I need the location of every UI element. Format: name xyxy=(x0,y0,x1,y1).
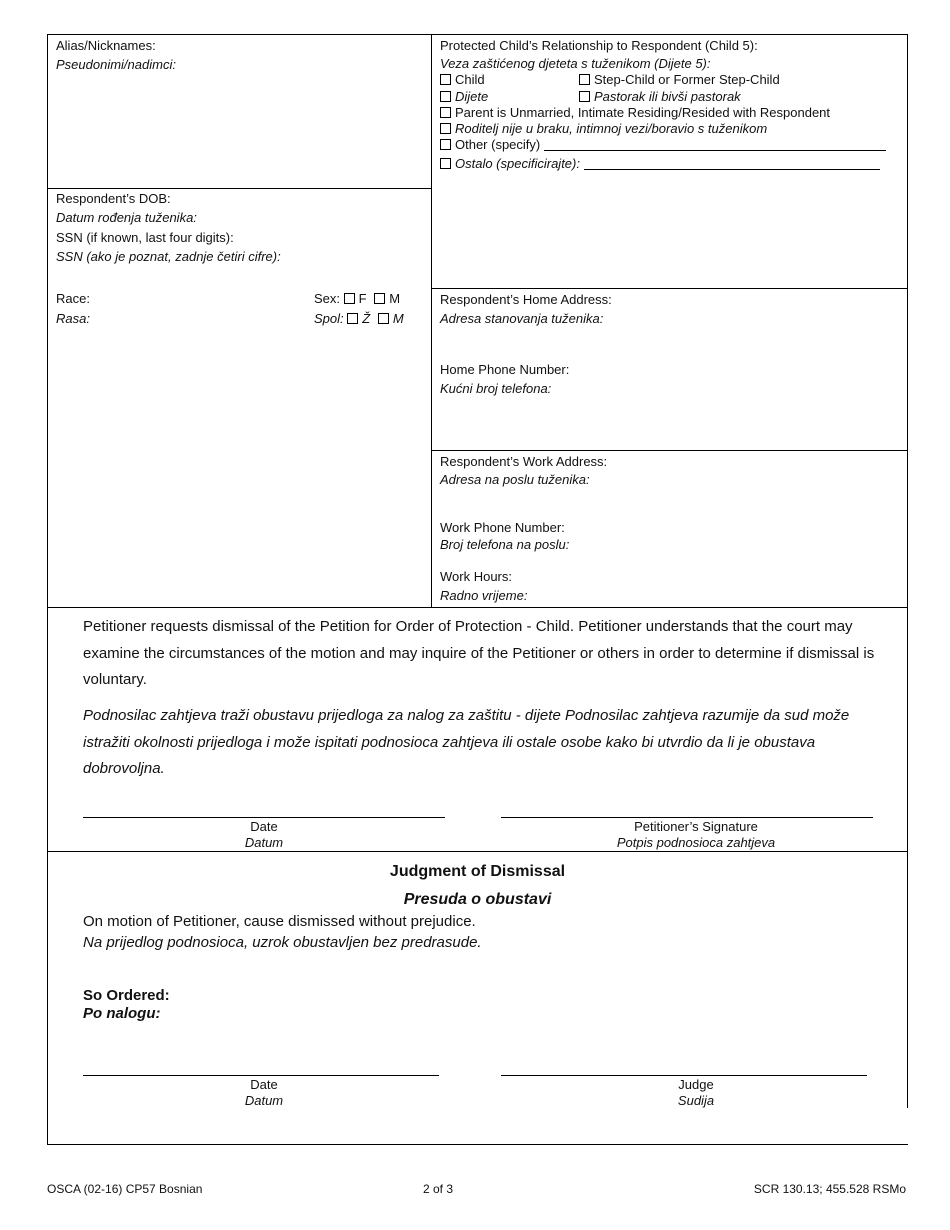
left-row-divider xyxy=(47,188,432,189)
step-child-bs-checkbox[interactable] xyxy=(579,91,590,102)
right-row-divider-2 xyxy=(431,450,908,451)
work-phone-label-bs: Broj telefona na poslu: xyxy=(440,537,570,552)
judgment-date-label-bs: Datum xyxy=(244,1093,284,1108)
work-address-label: Respondent’s Work Address: xyxy=(440,454,608,469)
child-checkbox[interactable] xyxy=(440,74,451,85)
outer-border-top xyxy=(47,34,908,35)
petitioner-signature-line[interactable] xyxy=(501,817,873,818)
judgment-title-bs: Presuda o obustavi xyxy=(403,891,552,908)
parent-checkbox[interactable] xyxy=(440,107,451,118)
dob-label: Respondent’s DOB: xyxy=(56,191,171,206)
sex-f-label: F xyxy=(358,291,367,306)
race-label: Race: xyxy=(56,291,90,306)
request-text: Petitioner requests dismissal of the Petition for Order of Protection - Child. Petitioner understands that the court may examine the circumstances of the motion and may inquire of the Petitioner or others in order to determine if dismissal is voluntary. xyxy=(83,618,875,688)
column-divider xyxy=(431,34,432,608)
dob-label-bs: Datum rođenja tuženika: xyxy=(56,210,197,225)
step-child-checkbox[interactable] xyxy=(579,74,590,85)
other-bs-label: Ostalo (specificirajte): xyxy=(455,156,580,171)
option-step-child-bs xyxy=(579,89,741,105)
option-child-bs xyxy=(440,89,488,105)
sex-z-checkbox[interactable] xyxy=(347,313,358,324)
so-ordered-label: So Ordered: xyxy=(83,987,170,1004)
parent-bs-checkbox[interactable] xyxy=(440,123,451,134)
sex-row-bs xyxy=(314,311,404,327)
judgment-date-label: Date xyxy=(250,1077,278,1092)
other-checkbox[interactable] xyxy=(440,139,451,150)
outer-border-right xyxy=(907,34,908,1108)
option-other xyxy=(440,137,886,153)
step-child-label: Step-Child or Former Step-Child xyxy=(594,72,780,87)
child-label: Child xyxy=(455,72,485,87)
judgment-date-line[interactable] xyxy=(83,1075,439,1076)
work-phone-label: Work Phone Number: xyxy=(440,520,565,535)
sex-label-bs: Spol: xyxy=(314,311,344,326)
petition-date-line[interactable] xyxy=(83,817,445,818)
home-phone-label-bs: Kućni broj telefona: xyxy=(440,381,552,396)
sex-m-bs-label: M xyxy=(392,311,404,326)
alias-label-bs: Pseudonimi/nadimci: xyxy=(56,57,176,72)
judge-signature-label: Judge xyxy=(678,1077,714,1092)
parent-bs-label: Roditelj nije u braku, intimnoj vezi/boravio s tuženikom xyxy=(455,121,768,136)
ssn-label-bs: SSN (ako je poznat, zadnje četiri cifre): xyxy=(56,249,281,264)
petition-date-label: Date xyxy=(250,819,278,834)
home-address-label-bs: Adresa stanovanja tuženika: xyxy=(440,311,604,326)
other-bs-checkbox[interactable] xyxy=(440,158,451,169)
option-parent-bs xyxy=(440,121,767,137)
step-child-bs-label: Pastorak ili bivši pastorak xyxy=(594,89,741,104)
sex-f-checkbox[interactable] xyxy=(344,293,355,304)
parent-label: Parent is Unmarried, Intimate Residing/Resided with Respondent xyxy=(455,105,831,120)
judge-signature-line[interactable] xyxy=(501,1075,867,1076)
judgment-title: Judgment of Dismissal xyxy=(389,863,566,880)
work-address-label-bs: Adresa na poslu tuženika: xyxy=(440,472,590,487)
sex-m-bs-checkbox[interactable] xyxy=(378,313,389,324)
option-other-bs xyxy=(440,156,880,172)
alias-label: Alias/Nicknames: xyxy=(56,38,156,53)
petitioner-signature-label: Petitioner’s Signature xyxy=(634,819,758,834)
footer-rule-reference: SCR 130.13; 455.528 RSMo xyxy=(753,1182,906,1196)
home-phone-label: Home Phone Number: xyxy=(440,362,570,377)
section-divider-1 xyxy=(47,607,908,608)
home-address-label: Respondent’s Home Address: xyxy=(440,292,612,307)
right-row-divider-1 xyxy=(431,288,908,289)
section-divider-2 xyxy=(47,851,908,852)
child-bs-label: Dijete xyxy=(455,89,489,104)
so-ordered-label-bs: Po nalogu: xyxy=(83,1005,161,1022)
judgment-motion-bs: Na prijedlog podnosioca, uzrok obustavljen bez predrasude. xyxy=(83,934,482,951)
sex-label: Sex: xyxy=(314,291,341,306)
option-child xyxy=(440,72,485,88)
judgment-motion: On motion of Petitioner, cause dismissed without prejudice. xyxy=(83,913,476,930)
option-parent xyxy=(440,105,830,121)
sex-z-label: Ž xyxy=(362,311,371,326)
other-bs-specify-field[interactable] xyxy=(584,157,880,170)
outer-border-bottom xyxy=(47,1144,908,1145)
footer-form-id: OSCA (02-16) CP57 Bosnian xyxy=(47,1182,203,1196)
relationship-title: Protected Child’s Relationship to Respondent (Child 5): xyxy=(440,38,758,53)
ssn-label: SSN (if known, last four digits): xyxy=(56,230,234,245)
other-specify-field[interactable] xyxy=(544,138,886,151)
other-label: Other (specify) xyxy=(455,137,541,152)
judge-signature-label-bs: Sudija xyxy=(677,1093,715,1108)
sex-row xyxy=(314,291,400,307)
relationship-title-bs: Veza zaštićenog djeteta s tuženikom (Dijete 5): xyxy=(440,56,711,71)
work-hours-label: Work Hours: xyxy=(440,569,512,584)
option-step-child xyxy=(579,72,780,88)
request-text-bs: Podnosilac zahtjeva traži obustavu prijedloga za nalog za zaštitu - dijete Podnosilac zahtjeva razumije da sud može istražiti okolnosti prijedloga i može ispitati podnosioca zahtjeva ili ostale osobe kako bi utvrdio da li je obustava dobrovoljna. xyxy=(83,707,850,777)
footer-page-number: 2 of 3 xyxy=(422,1182,454,1196)
petitioner-signature-label-bs: Potpis podnosioca zahtjeva xyxy=(616,835,776,850)
sex-m-label: M xyxy=(389,291,401,306)
work-hours-label-bs: Radno vrijeme: xyxy=(440,588,528,603)
race-label-bs: Rasa: xyxy=(56,311,90,326)
child-bs-checkbox[interactable] xyxy=(440,91,451,102)
outer-border-left xyxy=(47,34,48,1145)
sex-m-checkbox[interactable] xyxy=(374,293,385,304)
petition-date-label-bs: Datum xyxy=(244,835,284,850)
